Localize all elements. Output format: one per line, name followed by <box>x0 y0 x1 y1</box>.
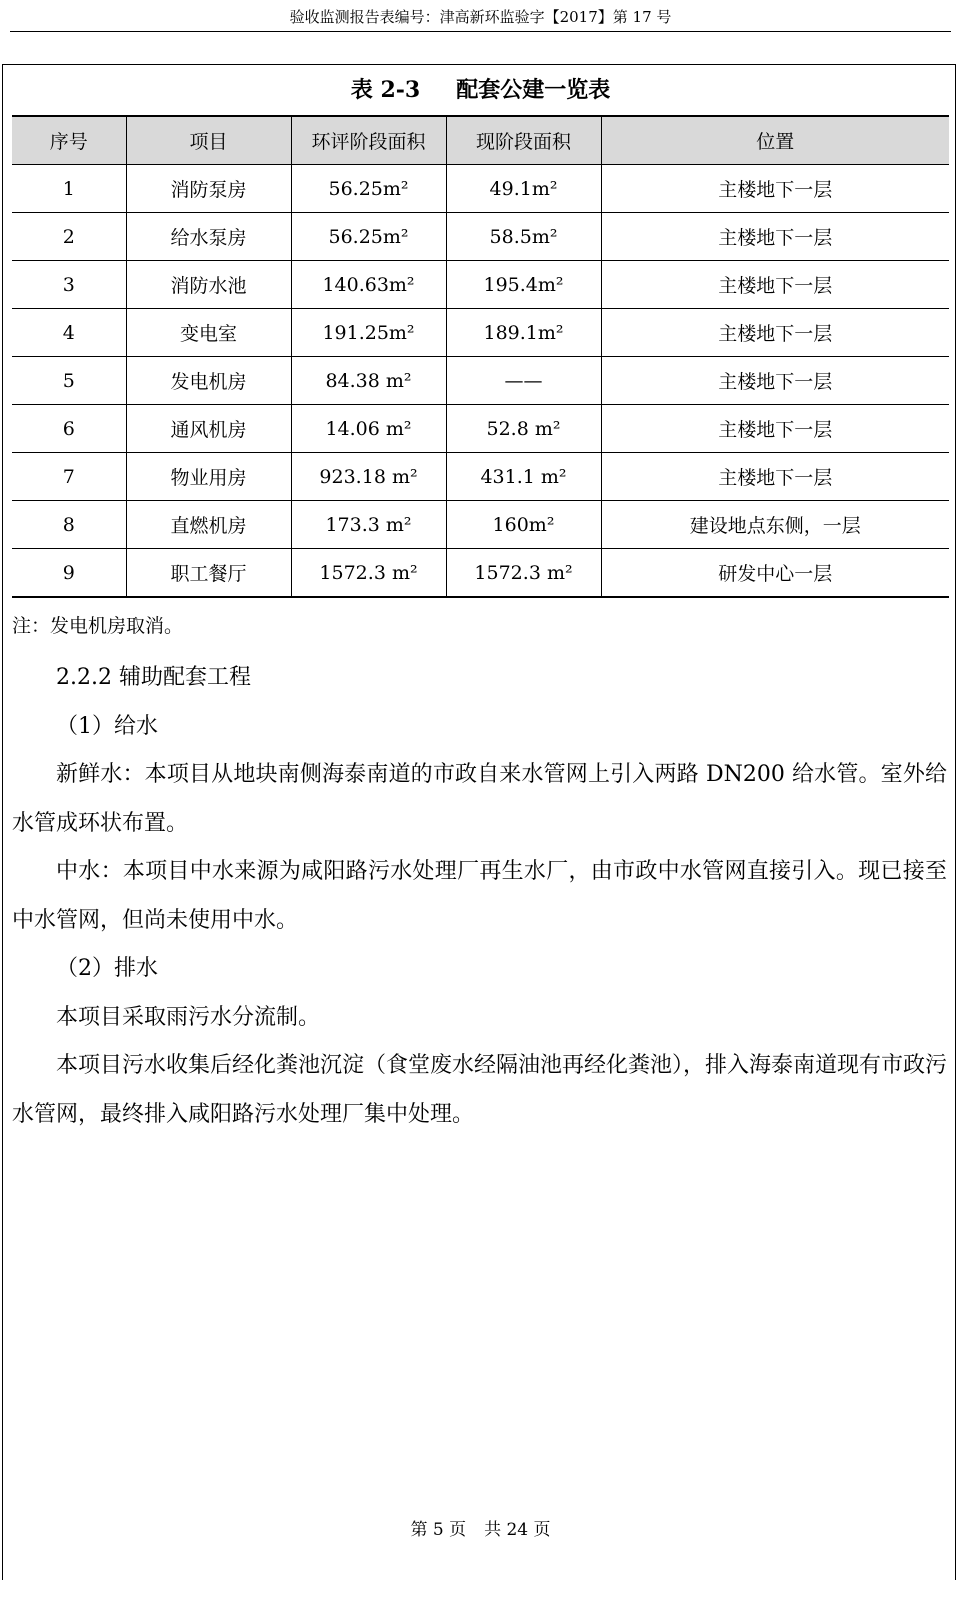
section-body <box>12 654 947 1139</box>
cell-item: 给水泵房 <box>126 213 291 261</box>
cell-eia-area: 923.18 m² <box>291 453 446 501</box>
cell-eia-area: 1572.3 m² <box>291 549 446 598</box>
table-row <box>12 213 949 261</box>
cell-index: 5 <box>12 357 126 405</box>
table-row <box>12 261 949 309</box>
page-total: 共 24 页 <box>484 1520 551 1540</box>
cell-current-area: 52.8 m² <box>446 405 601 453</box>
page-footer <box>0 1518 961 1542</box>
cell-eia-area: 191.25m² <box>291 309 446 357</box>
cell-current-area: 49.1m² <box>446 165 601 213</box>
table-row <box>12 501 949 549</box>
col-header-eia-area: 环评阶段面积 <box>291 116 446 165</box>
table-row <box>12 357 949 405</box>
cell-current-area: —— <box>446 357 601 405</box>
table-note: 注：发电机房取消。 <box>12 615 184 637</box>
cell-location: 建设地点东侧，一层 <box>601 501 949 549</box>
cell-location: 主楼地下一层 <box>601 261 949 309</box>
subheading-water-supply: （1）给水 <box>56 713 158 739</box>
cell-index: 9 <box>12 549 126 598</box>
cell-eia-area: 56.25m² <box>291 213 446 261</box>
table-title: 配套公建一览表 <box>456 77 611 103</box>
table-row <box>12 453 949 501</box>
cell-item: 消防泵房 <box>126 165 291 213</box>
col-header-index: 序号 <box>12 116 126 165</box>
cell-location: 主楼地下一层 <box>601 309 949 357</box>
cell-index: 7 <box>12 453 126 501</box>
cell-item: 消防水池 <box>126 261 291 309</box>
page-number: 第 5 页 <box>410 1520 467 1540</box>
table-row <box>12 165 949 213</box>
cell-location: 主楼地下一层 <box>601 165 949 213</box>
cell-index: 3 <box>12 261 126 309</box>
cell-current-area: 160m² <box>446 501 601 549</box>
cell-index: 8 <box>12 501 126 549</box>
table-number: 表 2-3 <box>350 77 421 103</box>
cell-location: 主楼地下一层 <box>601 357 949 405</box>
cell-item: 物业用房 <box>126 453 291 501</box>
table-header-row <box>12 116 949 165</box>
paragraph-fresh-water: 新鲜水：本项目从地块南侧海泰南道的市政自来水管网上引入两路 DN200 给水管。室外给水管成环状布置。 <box>12 762 947 836</box>
cell-location: 研发中心一层 <box>601 549 949 598</box>
table-caption <box>0 74 961 106</box>
table-row <box>12 405 949 453</box>
cell-eia-area: 173.3 m² <box>291 501 446 549</box>
cell-item: 通风机房 <box>126 405 291 453</box>
cell-item: 直燃机房 <box>126 501 291 549</box>
header-rule <box>10 31 951 32</box>
report-number-header: 验收监测报告表编号：津高新环监验字【2017】第 17 号 <box>289 8 672 26</box>
col-header-current-area: 现阶段面积 <box>446 116 601 165</box>
cell-current-area: 189.1m² <box>446 309 601 357</box>
col-header-item: 项目 <box>126 116 291 165</box>
cell-current-area: 431.1 m² <box>446 453 601 501</box>
cell-eia-area: 56.25m² <box>291 165 446 213</box>
col-header-location: 位置 <box>601 116 949 165</box>
facilities-table <box>12 115 949 598</box>
cell-index: 1 <box>12 165 126 213</box>
cell-current-area: 195.4m² <box>446 261 601 309</box>
cell-index: 2 <box>12 213 126 261</box>
cell-index: 4 <box>12 309 126 357</box>
table-row <box>12 309 949 357</box>
paragraph-reclaimed-water: 中水：本项目中水来源为咸阳路污水处理厂再生水厂，由市政中水管网直接引入。现已接至中水管网，但尚未使用中水。 <box>12 859 947 933</box>
cell-item: 发电机房 <box>126 357 291 405</box>
cell-eia-area: 14.06 m² <box>291 405 446 453</box>
paragraph-sewage-treatment: 本项目污水收集后经化粪池沉淀（食堂废水经隔油池再经化粪池），排入海泰南道现有市政污水管网，最终排入咸阳路污水处理厂集中处理。 <box>12 1053 948 1127</box>
cell-item: 职工餐厅 <box>126 549 291 598</box>
cell-location: 主楼地下一层 <box>601 405 949 453</box>
cell-current-area: 1572.3 m² <box>446 549 601 598</box>
cell-index: 6 <box>12 405 126 453</box>
cell-eia-area: 140.63m² <box>291 261 446 309</box>
cell-eia-area: 84.38 m² <box>291 357 446 405</box>
section-heading: 2.2.2 辅助配套工程 <box>56 665 251 690</box>
cell-current-area: 58.5m² <box>446 213 601 261</box>
table-row <box>12 549 949 598</box>
cell-location: 主楼地下一层 <box>601 453 949 501</box>
subheading-drainage: （2）排水 <box>56 956 158 981</box>
cell-item: 变电室 <box>126 309 291 357</box>
paragraph-drainage-system: 本项目采取雨污水分流制。 <box>56 1004 321 1030</box>
cell-location: 主楼地下一层 <box>601 213 949 261</box>
